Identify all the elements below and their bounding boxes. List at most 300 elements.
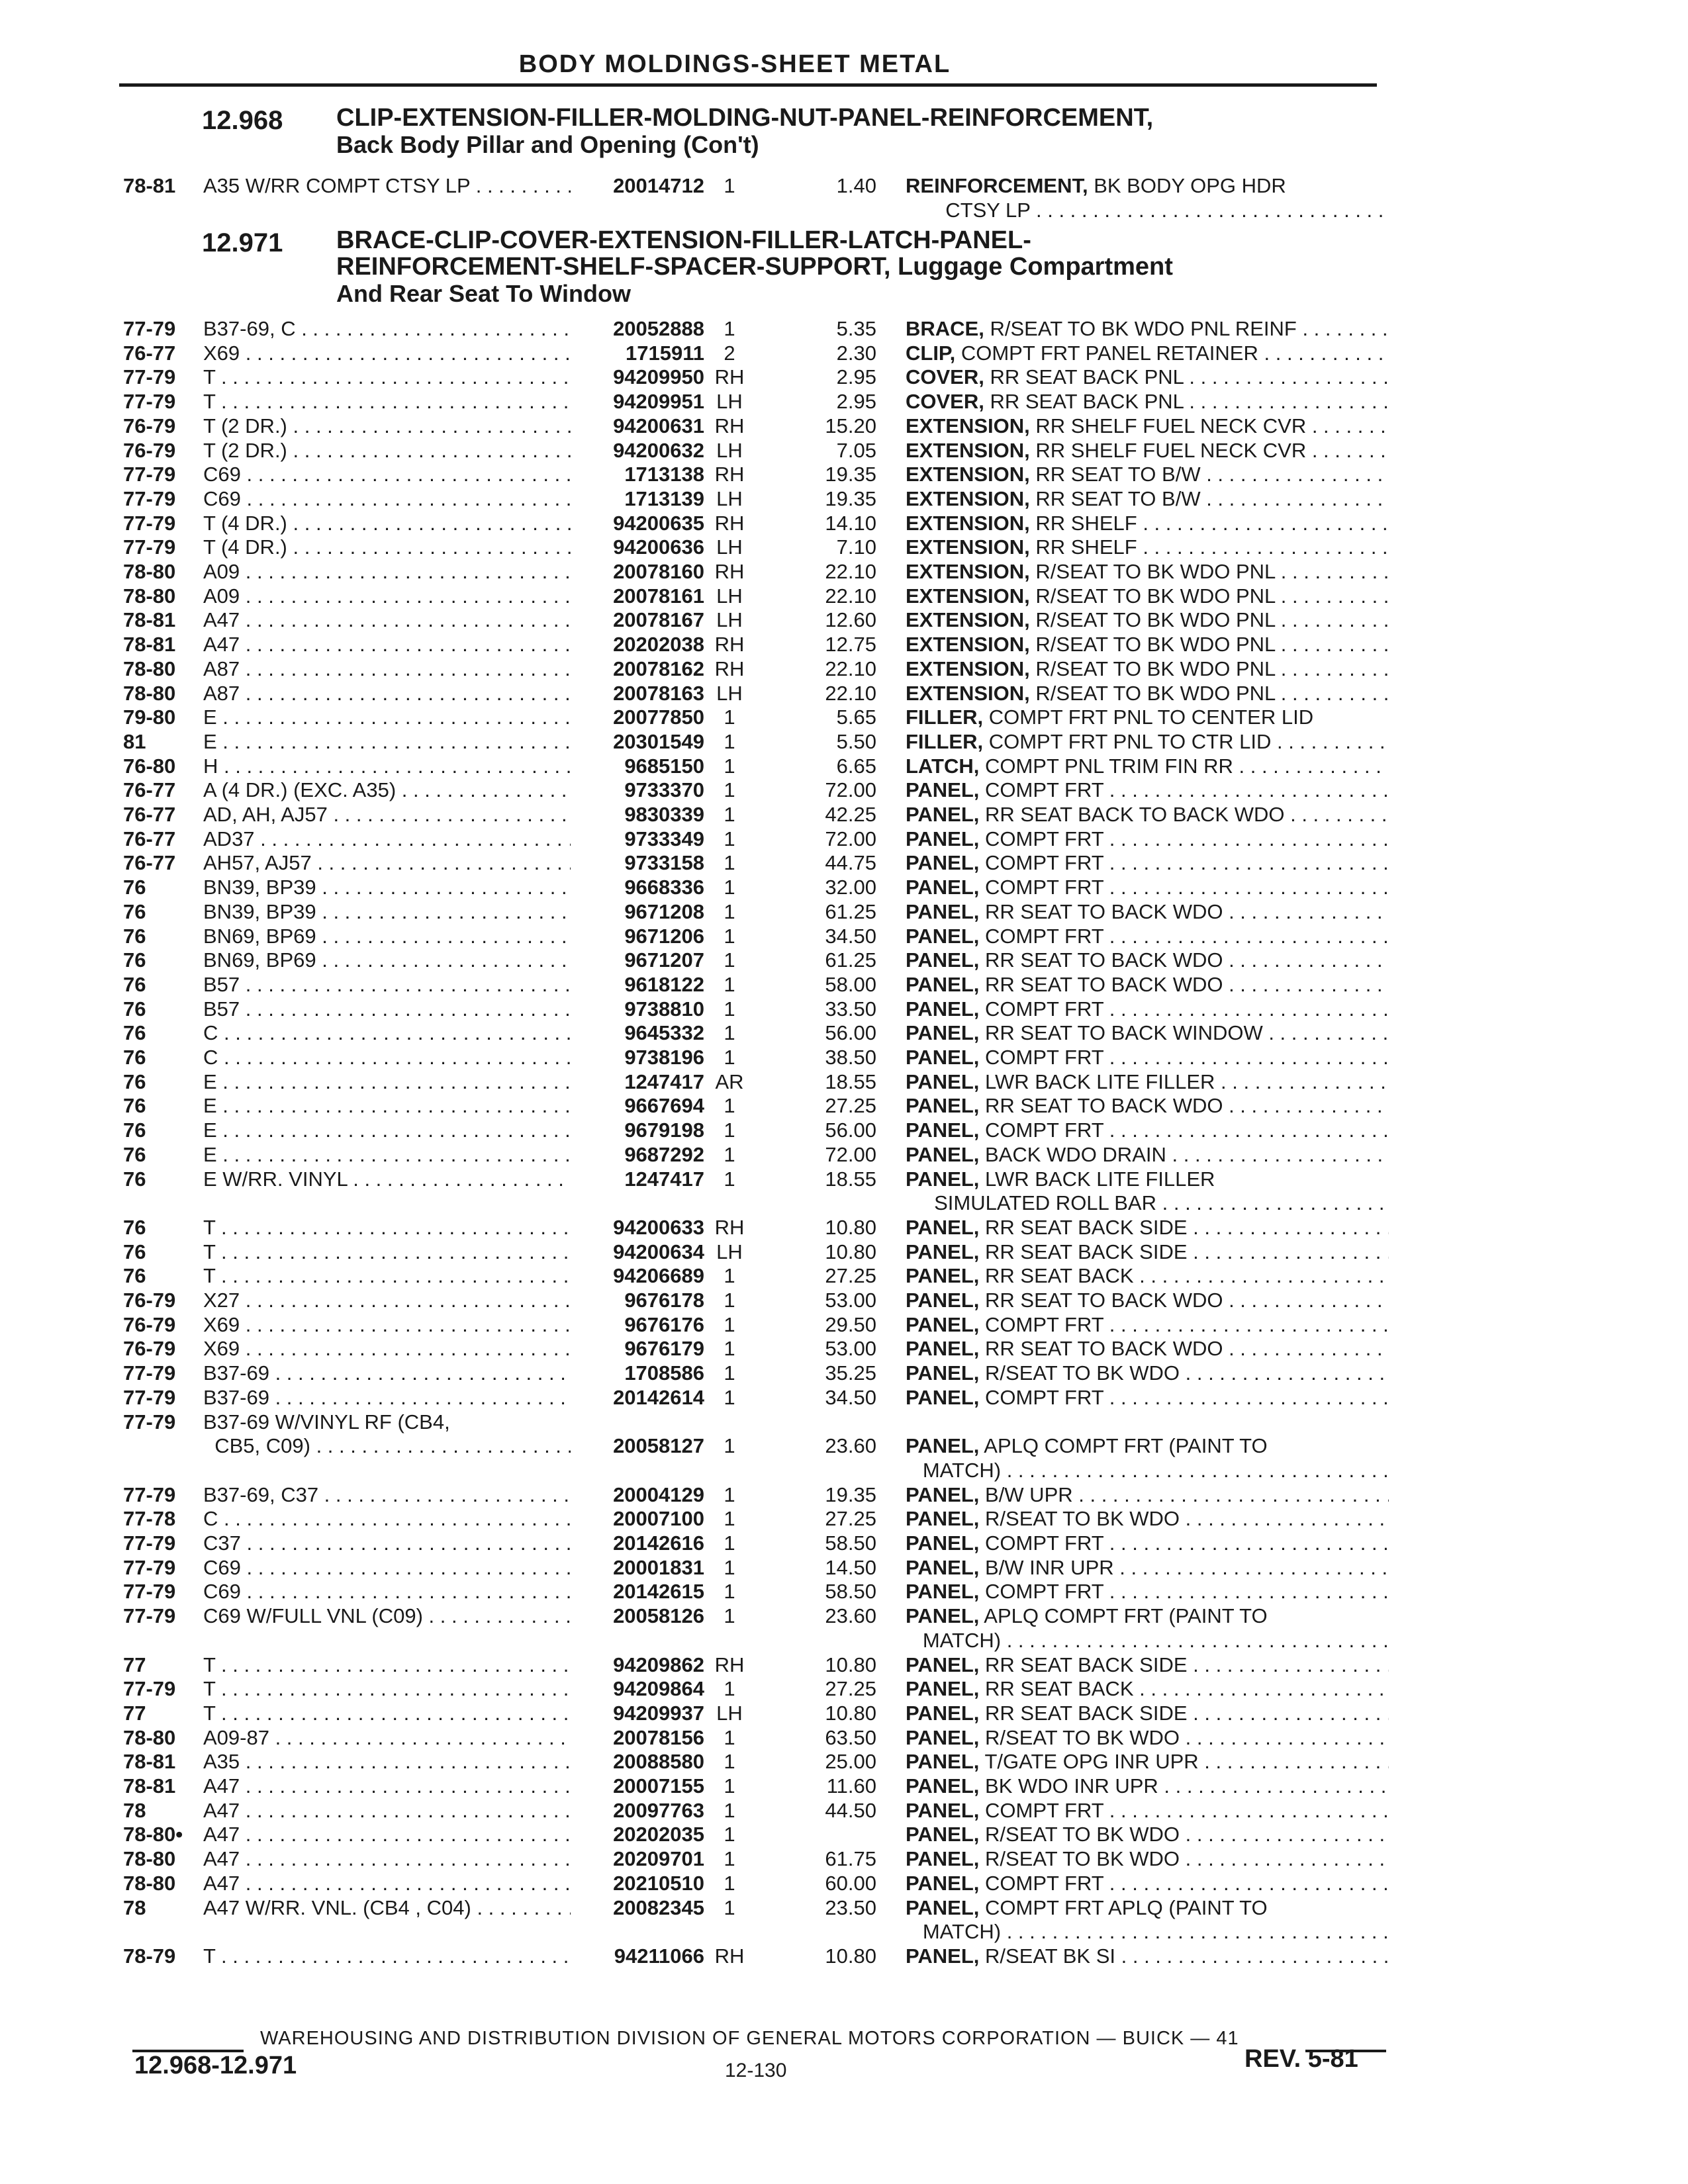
model-code: X69 . . . [203, 1312, 571, 1338]
model-year: 76-79 [123, 1312, 176, 1336]
price: 32.00 [825, 876, 876, 899]
part-desc-text: RR SEAT BACK PNL [990, 365, 1184, 389]
model-year: 81 [123, 729, 146, 753]
part-description [906, 462, 1389, 487]
quantity: 1 [724, 1167, 735, 1191]
part-desc-text: BK BODY OPG HDR [1094, 174, 1286, 197]
part-number: 20078163 [613, 681, 704, 705]
quantity: 1 [724, 1604, 735, 1628]
model-year: 76 [123, 997, 146, 1021]
quantity: 1 [724, 705, 735, 729]
part-description [906, 1895, 1389, 1921]
price: 12.60 [825, 608, 876, 632]
part-name: PANEL, [906, 1823, 980, 1846]
part-desc-text: MATCH) [911, 1920, 1002, 1944]
header-rule [119, 83, 1377, 87]
part-description [906, 875, 1389, 900]
part-description [906, 1506, 1389, 1531]
part-description [906, 486, 1389, 512]
part-name: PANEL, [906, 1871, 980, 1895]
part-desc-text: R/SEAT TO BK WDO PNL [1035, 560, 1276, 583]
part-number: 9676176 [624, 1312, 704, 1336]
price: 22.10 [825, 584, 876, 608]
quantity: 1 [724, 1264, 735, 1288]
part-desc-text: COMPT PNL TRIM FIN RR [984, 754, 1233, 778]
price: 10.80 [825, 1701, 876, 1725]
part-desc-text: COMPT FRT [985, 1312, 1104, 1336]
section-number: 12.971 [202, 228, 283, 257]
part-desc-text: R/SEAT TO BK WDO [985, 1823, 1180, 1846]
part-desc-text: COMPT FRT [985, 1871, 1104, 1895]
part-number: 20209701 [613, 1847, 704, 1871]
model-code: A47 . . . [203, 608, 571, 633]
model-year: 77-79 [123, 1361, 176, 1385]
quantity: RH [714, 365, 745, 389]
part-number: 94209864 [613, 1677, 704, 1701]
model-year: 77-79 [123, 1410, 176, 1433]
part-description [906, 414, 1389, 439]
part-description [906, 1045, 1389, 1070]
part-name: PANEL, [906, 1555, 980, 1579]
part-description [906, 1846, 1389, 1872]
table-row [0, 1312, 1688, 1338]
model-code: T . . . [203, 1653, 571, 1678]
part-description [906, 1312, 1389, 1338]
table-row [0, 584, 1688, 609]
part-description [906, 584, 1389, 609]
part-number: 20078167 [613, 608, 704, 632]
part-description [906, 511, 1389, 536]
part-desc-text: R/SEAT TO BK WDO PNL [1035, 584, 1276, 608]
part-number: 94200633 [613, 1215, 704, 1239]
part-name: PANEL, [906, 827, 980, 850]
part-desc-text: R/SEAT BK SI [985, 1944, 1115, 1968]
footer-distribution-text: WAREHOUSING AND DISTRIBUTION DIVISION OF GENERAL MOTORS CORPORATION — BUICK — 41 [260, 2028, 1239, 2049]
model-year: 76 [123, 876, 146, 899]
section-title-line: REINFORCEMENT-SHELF-SPACER-SUPPORT, [336, 253, 891, 281]
price: 19.35 [825, 463, 876, 486]
table-row [0, 1919, 1688, 1944]
part-desc-text: LWR BACK LITE FILLER [985, 1167, 1215, 1191]
part-description [906, 850, 1389, 876]
price: 42.25 [825, 803, 876, 826]
quantity: 1 [724, 827, 735, 850]
model-year: 77-79 [123, 1555, 176, 1579]
part-description [906, 1653, 1389, 1678]
table-row [0, 1482, 1688, 1508]
model-year: 78-81 [123, 174, 176, 197]
part-number: 9738810 [624, 997, 704, 1021]
part-desc-text: BK WDO INR UPR [985, 1774, 1158, 1797]
price: 19.35 [825, 1482, 876, 1506]
part-description [906, 1531, 1389, 1556]
part-name: PANEL, [906, 876, 980, 899]
model-year: 77 [123, 1653, 146, 1676]
model-year: 77-79 [123, 511, 176, 535]
part-name: PANEL, [906, 1677, 980, 1701]
part-description [906, 899, 1389, 925]
model-code: C69 . . . [203, 462, 571, 487]
part-name: EXTENSION, [906, 463, 1030, 486]
price: 10.80 [825, 1215, 876, 1239]
part-name: COVER, [906, 390, 984, 414]
model-code: B57 . . . [203, 997, 571, 1022]
part-number: 20301549 [613, 729, 704, 753]
part-number: 20078162 [613, 657, 704, 680]
part-desc-text: RR SEAT BACK SIDE [985, 1701, 1188, 1725]
model-code: E . . . [203, 1093, 571, 1118]
part-description [906, 1749, 1389, 1774]
model-code: AD37 . . . [203, 827, 571, 852]
model-code: BN39, BP39 . . . [203, 899, 571, 925]
table-row [0, 559, 1688, 584]
quantity: RH [714, 1944, 745, 1968]
model-code: E . . . [203, 705, 571, 730]
part-name: EXTENSION, [906, 560, 1030, 583]
table-row [0, 1410, 1688, 1435]
model-code: CB5, C09) . . . [203, 1433, 571, 1459]
price: 23.60 [825, 1434, 876, 1458]
part-description [906, 729, 1389, 754]
model-code: T (4 DR.) . . . [203, 511, 571, 536]
model-code: C69 . . . [203, 1579, 571, 1604]
model-year: 76 [123, 1021, 146, 1045]
quantity: 1 [724, 1337, 735, 1361]
price: 38.50 [825, 1046, 876, 1069]
part-number: 20007100 [613, 1507, 704, 1531]
table-row [0, 1433, 1688, 1459]
table-row [0, 1458, 1688, 1483]
model-year: 77-79 [123, 1677, 176, 1701]
part-name: PANEL, [906, 1289, 980, 1312]
quantity: LH [716, 1240, 743, 1263]
part-number: 20142615 [613, 1580, 704, 1604]
quantity: 1 [724, 1677, 735, 1701]
table-row [0, 608, 1688, 633]
price: 58.50 [825, 1531, 876, 1555]
part-desc-text: T/GATE OPG INR UPR [984, 1750, 1199, 1774]
model-year: 78-80• [123, 1823, 183, 1846]
part-desc-text: COMPT FRT [985, 1531, 1104, 1555]
model-code: A47 . . . [203, 1822, 571, 1847]
quantity: LH [716, 486, 743, 510]
part-number: 20058127 [613, 1434, 704, 1458]
part-desc-text: COMPT FRT [985, 1580, 1104, 1604]
price: 72.00 [825, 1142, 876, 1166]
model-code: C69 W/FULL VNL (C09) . . . [203, 1604, 571, 1629]
quantity: 1 [724, 1361, 735, 1385]
model-year: 77-79 [123, 1531, 176, 1555]
model-year: 78-81 [123, 633, 176, 657]
model-code: X69 . . . [203, 1336, 571, 1361]
table-row [0, 1579, 1688, 1604]
part-description [906, 657, 1389, 682]
part-name: PANEL, [906, 1750, 980, 1774]
part-name: EXTENSION, [906, 511, 1030, 535]
part-desc-text: RR SHELF [1035, 535, 1137, 559]
part-desc-text: COMPT FRT PANEL RETAINER [961, 341, 1258, 365]
table-row [0, 802, 1688, 827]
part-name: PANEL, [906, 997, 980, 1021]
part-number: 20088580 [613, 1750, 704, 1774]
part-name: PANEL, [906, 972, 980, 996]
table-row [0, 632, 1688, 657]
part-number: 94209937 [613, 1701, 704, 1725]
part-desc-text: R/SEAT TO BK WDO [985, 1725, 1180, 1749]
part-name: PANEL, [906, 1215, 980, 1239]
part-name: REINFORCEMENT, [906, 174, 1088, 197]
part-desc-text: BACK WDO DRAIN [985, 1142, 1166, 1166]
part-desc-text: MATCH) [911, 1628, 1002, 1652]
part-desc-text: COMPT FRT [985, 1118, 1104, 1142]
model-code: T (2 DR.) . . . [203, 438, 571, 463]
part-number: 9687292 [624, 1142, 704, 1166]
part-number: 9733349 [624, 827, 704, 850]
part-number: 9676179 [624, 1337, 704, 1361]
quantity: RH [714, 1653, 745, 1676]
quantity: 1 [724, 997, 735, 1021]
part-description [906, 173, 1389, 199]
table-row [0, 705, 1688, 730]
model-code: T . . . [203, 1263, 571, 1289]
model-code: T (2 DR.) . . . [203, 414, 571, 439]
price: 14.10 [825, 511, 876, 535]
part-desc-text: COMPT FRT PNL TO CTR LID [988, 729, 1272, 753]
part-number: 94200634 [613, 1240, 704, 1263]
part-desc-text: COMPT FRT [985, 1385, 1104, 1409]
part-description [906, 972, 1389, 997]
model-year: 77-79 [123, 535, 176, 559]
part-desc-text: RR SEAT BACK SIDE [985, 1240, 1188, 1263]
part-number: 9738196 [624, 1046, 704, 1069]
part-desc-text: COMPT FRT [985, 1798, 1104, 1822]
part-number: 9618122 [624, 972, 704, 996]
model-code: E . . . [203, 729, 571, 754]
part-name: PANEL, [906, 1653, 980, 1676]
table-row [0, 1069, 1688, 1095]
model-year: 77-79 [123, 486, 176, 510]
part-desc-text: COMPT FRT PNL TO CENTER LID [988, 705, 1314, 729]
quantity: RH [714, 633, 745, 657]
model-code: A09 . . . [203, 584, 571, 609]
part-desc-text: CTSY LP [911, 198, 1031, 222]
part-name: EXTENSION, [906, 657, 1030, 680]
part-description [906, 1676, 1389, 1702]
part-description [906, 1555, 1389, 1580]
table-row [0, 1142, 1688, 1167]
part-description [906, 1433, 1389, 1459]
table-row [0, 1653, 1688, 1678]
part-number: 9671206 [624, 924, 704, 948]
quantity: 1 [724, 1725, 735, 1749]
part-name: PANEL, [906, 1312, 980, 1336]
table-row [0, 486, 1688, 512]
model-year: 76 [123, 1240, 146, 1263]
model-code: AD, AH, AJ57 . . . [203, 802, 571, 827]
model-year: 77-79 [123, 317, 176, 340]
price: 10.80 [825, 1240, 876, 1263]
table-row [0, 341, 1688, 366]
table-row [0, 1191, 1688, 1216]
model-year: 78-80 [123, 1871, 176, 1895]
part-number: 94209950 [613, 365, 704, 389]
part-name: PANEL, [906, 1944, 980, 1968]
table-row [0, 681, 1688, 706]
part-description [906, 1191, 1389, 1216]
part-desc-text: COMPT FRT [985, 778, 1104, 802]
section-title [336, 227, 1173, 308]
part-name: EXTENSION, [906, 681, 1030, 705]
table-row [0, 1555, 1688, 1580]
part-description [906, 948, 1389, 973]
table-row [0, 1288, 1688, 1313]
part-description [906, 1458, 1389, 1483]
part-description [906, 1215, 1389, 1240]
part-number: 1247417 [624, 1069, 704, 1093]
part-description [906, 632, 1389, 657]
part-number: 20210510 [613, 1871, 704, 1895]
part-desc-text: R/SEAT TO BK WDO [985, 1847, 1180, 1871]
table-row [0, 1093, 1688, 1118]
part-name: PANEL, [906, 924, 980, 948]
part-name: PANEL, [906, 1774, 980, 1797]
part-desc-text: RR SEAT BACK PNL [990, 390, 1184, 414]
part-number: 1715911 [626, 341, 704, 365]
quantity: 1 [724, 1580, 735, 1604]
model-code: E . . . [203, 1069, 571, 1095]
table-row [0, 1725, 1688, 1751]
price: 27.25 [825, 1677, 876, 1701]
part-desc-text: R/SEAT TO BK WDO PNL [1035, 657, 1276, 680]
price: 15.20 [825, 414, 876, 437]
price: 34.50 [825, 1385, 876, 1409]
part-number: 20078160 [613, 560, 704, 583]
model-code: A09 . . . [203, 559, 571, 584]
part-desc-text: SIMULATED ROLL BAR [911, 1191, 1156, 1215]
table-row [0, 1240, 1688, 1265]
part-description [906, 438, 1389, 463]
part-name: PANEL, [906, 1361, 980, 1385]
part-name: EXTENSION, [906, 633, 1030, 657]
table-row [0, 1944, 1688, 1969]
part-number: 1713139 [624, 486, 704, 510]
part-description [906, 1361, 1389, 1386]
part-name: PANEL, [906, 1240, 980, 1263]
part-number: 9667694 [624, 1094, 704, 1118]
part-desc-text: COMPT FRT [985, 851, 1104, 875]
price: 7.10 [836, 535, 876, 559]
section-title-line: CLIP-EXTENSION-FILLER-MOLDING-NUT-PANEL-REINFORCEMENT, [336, 104, 1154, 132]
model-year: 78-81 [123, 1750, 176, 1774]
table-row [0, 535, 1688, 560]
price: 18.55 [825, 1167, 876, 1191]
part-number: 20004129 [613, 1482, 704, 1506]
table-row [0, 1798, 1688, 1823]
model-code: A47 . . . [203, 1871, 571, 1896]
model-year: 76-77 [123, 851, 176, 875]
part-description [906, 1093, 1389, 1118]
part-desc-text: RR SEAT TO BACK WDO [985, 899, 1223, 923]
part-number: 20202038 [613, 633, 704, 657]
model-code: X27 . . . [203, 1288, 571, 1313]
model-year: 77-78 [123, 1507, 176, 1531]
model-code: A47 . . . [203, 1774, 571, 1799]
model-year: 77-79 [123, 365, 176, 389]
part-desc-text: R/SEAT TO BK WDO PNL [1035, 608, 1276, 632]
quantity: 1 [724, 876, 735, 899]
model-year: 77 [123, 1701, 146, 1725]
model-code: B37-69 . . . [203, 1361, 571, 1386]
price: 10.80 [825, 1653, 876, 1676]
model-year: 76 [123, 1215, 146, 1239]
model-code: C69 . . . [203, 486, 571, 512]
table-row [0, 1263, 1688, 1289]
model-code: X69 . . . [203, 341, 571, 366]
part-number: 9733370 [624, 778, 704, 802]
table-row [0, 1871, 1688, 1896]
model-year: 76-79 [123, 1289, 176, 1312]
quantity: 1 [724, 972, 735, 996]
table-row [0, 1749, 1688, 1774]
model-year: 76 [123, 1046, 146, 1069]
part-description [906, 1579, 1389, 1604]
part-description [906, 365, 1389, 390]
quantity: 1 [724, 754, 735, 778]
quantity: 1 [724, 1118, 735, 1142]
part-desc-text: RR SEAT TO BACK WDO [985, 1289, 1223, 1312]
part-desc-text: RR SEAT TO BACK WDO [985, 1337, 1223, 1361]
part-description [906, 1919, 1389, 1944]
part-number: 20078161 [613, 584, 704, 608]
part-name: EXTENSION, [906, 486, 1030, 510]
part-name: PANEL, [906, 778, 980, 802]
part-name: PANEL, [906, 1069, 980, 1093]
price: 63.50 [825, 1725, 876, 1749]
table-row [0, 316, 1688, 341]
price: 60.00 [825, 1871, 876, 1895]
part-name: PANEL, [906, 1046, 980, 1069]
table-row [0, 924, 1688, 949]
part-description [906, 1240, 1389, 1265]
price: 22.10 [825, 560, 876, 583]
model-code: T . . . [203, 389, 571, 414]
quantity: 1 [724, 778, 735, 802]
model-code: A47 . . . [203, 632, 571, 657]
part-description [906, 1628, 1389, 1653]
part-desc-text: MATCH) [911, 1458, 1002, 1482]
table-row [0, 997, 1688, 1022]
price: 58.50 [825, 1580, 876, 1604]
part-desc-text: RR SEAT TO BACK WINDOW [985, 1021, 1263, 1045]
table-row [0, 1628, 1688, 1653]
quantity: LH [716, 681, 743, 705]
model-year: 78-81 [123, 1774, 176, 1797]
table-row [0, 1774, 1688, 1799]
price: 5.50 [836, 729, 876, 753]
price: 5.35 [836, 317, 876, 340]
part-name: PANEL, [906, 851, 980, 875]
part-number: 9830339 [624, 803, 704, 826]
quantity: 1 [724, 729, 735, 753]
part-name: EXTENSION, [906, 438, 1030, 462]
part-number: 20142616 [613, 1531, 704, 1555]
table-row [0, 754, 1688, 779]
section-title-line: BRACE-CLIP-COVER-EXTENSION-FILLER-LATCH-PANEL- [336, 226, 1031, 254]
price: 27.25 [825, 1264, 876, 1288]
part-description [906, 1118, 1389, 1143]
part-number: 94211066 [614, 1944, 704, 1968]
part-name: PANEL, [906, 1094, 980, 1118]
